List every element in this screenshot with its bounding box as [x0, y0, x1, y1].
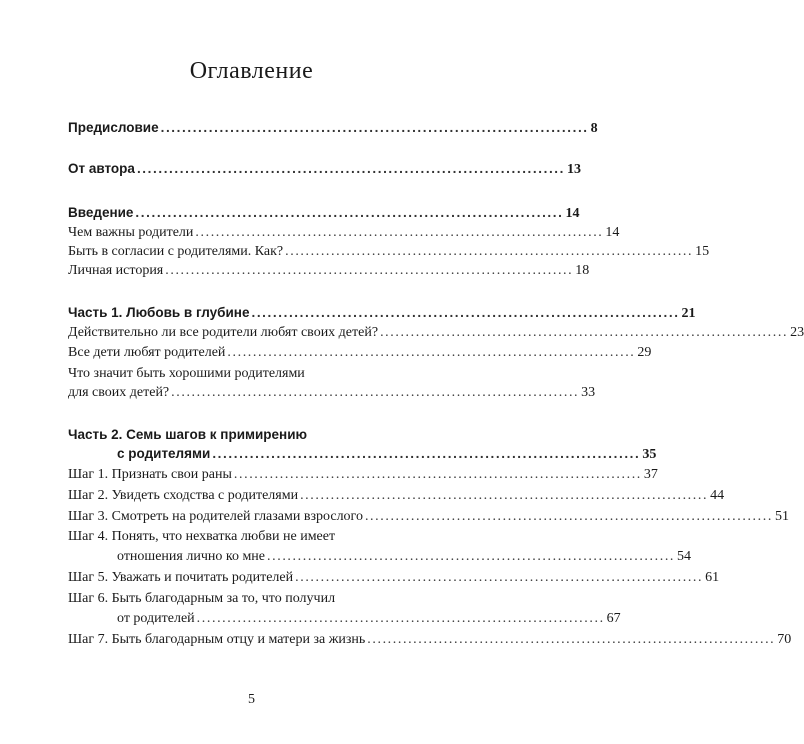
toc-entry-label: для своих детей?: [68, 385, 170, 400]
leader-dots: ................................................................................: [267, 549, 676, 564]
toc-entry-page: 35: [642, 447, 657, 462]
leader-dots: ................................................................................: [212, 446, 641, 461]
toc-entry-from-author[interactable]: [68, 161, 581, 181]
toc-entry[interactable]: [68, 549, 692, 569]
leader-dots: ................................................................................: [367, 632, 776, 647]
toc-entry[interactable]: [68, 225, 620, 245]
toc-entry[interactable]: [68, 345, 652, 365]
leader-dots: ................................................................................: [160, 120, 589, 135]
toc-entry-label: Действительно ли все родители любят своих детей?: [68, 325, 379, 340]
toc-entry-label: от родителей: [117, 611, 195, 626]
toc-entry[interactable]: [68, 263, 590, 283]
toc-entry-label: Личная история: [68, 263, 164, 278]
toc-entry-first-line: Что значит быть хорошими родителями: [68, 366, 305, 381]
toc-entry[interactable]: [68, 570, 720, 590]
toc-entry-page: 37: [643, 467, 658, 482]
leader-dots: ................................................................................: [171, 385, 580, 400]
toc-entry-page: 8: [590, 121, 598, 136]
toc-entry-page: 14: [565, 206, 580, 221]
toc-entry-label: Введение: [68, 205, 134, 220]
toc-entry[interactable]: [68, 509, 789, 529]
toc-entry-page: 15: [695, 244, 710, 259]
toc-entry-label: отношения лично ко мне: [117, 549, 266, 564]
leader-dots: ................................................................................: [364, 509, 773, 524]
toc-entry-label: Все дети любят родителей: [68, 345, 226, 360]
toc-entry-page: 23: [790, 325, 804, 340]
leader-dots: ................................................................................: [195, 225, 604, 240]
toc-entry-first-line: Шаг 4. Понять, что нехватка любви не имеет: [68, 529, 336, 544]
toc-entry-part-1[interactable]: [68, 305, 696, 325]
toc-entry-page: 21: [681, 306, 696, 321]
toc-entry-page: 18: [575, 263, 590, 278]
toc-entry-label: Шаг 1. Признать свои раны: [68, 467, 232, 482]
toc-entry-page: 14: [605, 225, 620, 240]
toc-entry-label: Шаг 2. Увидеть сходства с родителями: [68, 488, 299, 503]
leader-dots: ................................................................................: [136, 161, 565, 176]
toc-entry-label: Часть 1. Любовь в глубине: [68, 305, 250, 320]
leader-dots: ................................................................................: [196, 611, 605, 626]
toc-entry-first-line: Шаг 6. Быть благодарным за то, что получил: [68, 591, 336, 606]
toc-entry-label: Шаг 3. Смотреть на родителей глазами взрослого: [68, 509, 363, 524]
toc-entry-page: 29: [637, 345, 652, 360]
toc-entry-label: От автора: [68, 161, 135, 176]
leader-dots: ................................................................................: [165, 263, 574, 278]
toc-entry-page: 61: [705, 570, 720, 585]
leader-dots: ................................................................................: [251, 305, 680, 320]
leader-dots: ................................................................................: [380, 325, 789, 340]
toc-entry-part-2[interactable]: [68, 446, 657, 466]
leader-dots: ................................................................................: [295, 570, 704, 585]
leader-dots: ................................................................................: [135, 205, 564, 220]
toc-entry-page: 44: [710, 488, 725, 503]
toc-entry-label: Шаг 7. Быть благодарным отцу и матери за жизнь: [68, 632, 366, 647]
toc-entry-page: 33: [581, 385, 596, 400]
toc-entry-label: Быть в согласии с родителями. Как?: [68, 244, 284, 259]
toc-entry-page: 70: [777, 632, 792, 647]
page-title: Оглавление: [189, 58, 314, 84]
toc-entry[interactable]: [68, 632, 792, 652]
toc-entry-page: 51: [774, 509, 789, 524]
toc-entry[interactable]: [68, 385, 596, 405]
toc-entry[interactable]: [68, 488, 725, 508]
toc-entry-label: Чем важны родители: [68, 225, 194, 240]
leader-dots: ................................................................................: [233, 467, 642, 482]
toc-entry-page: 54: [677, 549, 692, 564]
toc-entry-label: с родителями: [117, 446, 211, 461]
toc-entry[interactable]: [68, 244, 710, 264]
toc-entry-first-line: Часть 2. Семь шагов к примирению: [68, 427, 308, 442]
page-number: 5: [248, 692, 255, 707]
leader-dots: ................................................................................: [227, 345, 636, 360]
toc-entry[interactable]: [68, 325, 804, 345]
toc-entry[interactable]: [68, 467, 658, 487]
toc-entry-label: Шаг 5. Уважать и почитать родителей: [68, 570, 294, 585]
toc-entry-page: 13: [567, 162, 581, 177]
toc-entry-introduction[interactable]: [68, 205, 580, 225]
toc-entry-page: 67: [606, 611, 621, 626]
leader-dots: ................................................................................: [285, 244, 694, 259]
toc-entry-label: Предисловие: [68, 120, 159, 135]
toc-entry-preface[interactable]: [68, 120, 598, 140]
leader-dots: ................................................................................: [300, 488, 709, 503]
toc-entry[interactable]: [68, 611, 621, 631]
